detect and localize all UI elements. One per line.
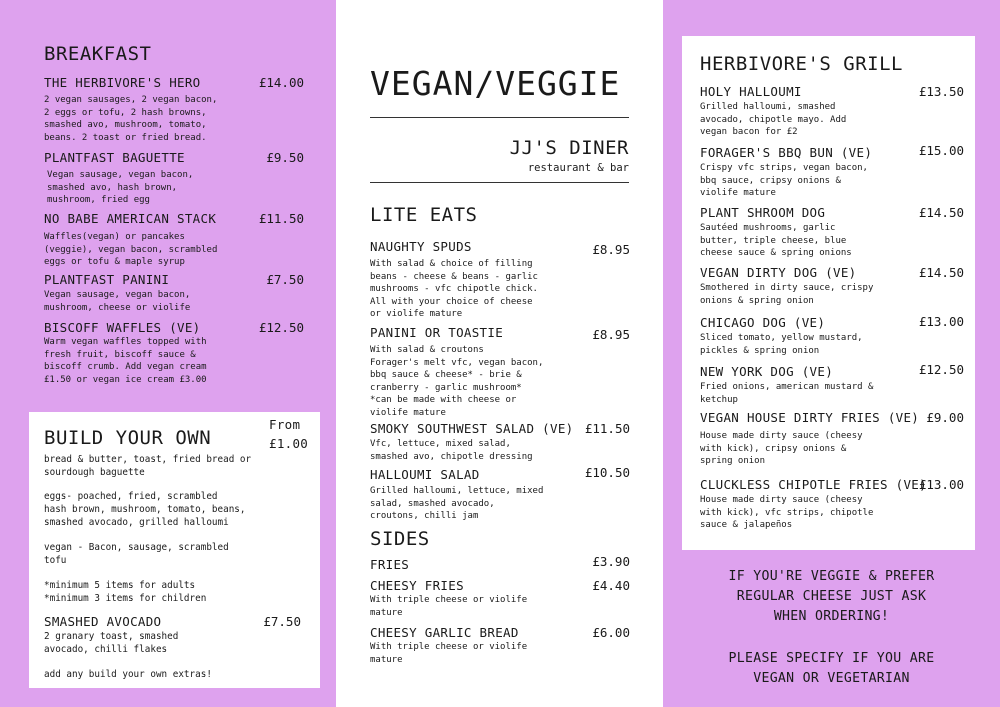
- menu-item-name: SMOKY SOUTHWEST SALAD (VE): [370, 421, 574, 436]
- middle-panel: [336, 0, 663, 707]
- menu-item-name: PLANTFAST PANINI: [44, 272, 170, 287]
- menu-item-price: £3.90: [592, 554, 630, 569]
- breakfast-heading: BREAKFAST: [44, 43, 152, 65]
- menu-item-desc: House made dirty sauce (cheesy with kick), vfc strips, chipotle sauce & jalapeños: [700, 495, 874, 530]
- menu-item-desc: Crispy vfc strips, vegan bacon, bbq sauce, cripsy onions & violife mature: [700, 163, 868, 198]
- restaurant-tagline: restaurant & bar: [527, 162, 629, 174]
- menu-item-price: £7.50: [266, 272, 304, 287]
- menu-item-price: £7.50: [263, 614, 301, 629]
- menu-item-name: SMASHED AVOCADO: [44, 614, 162, 629]
- menu-item-name: PLANT SHROOM DOG: [700, 205, 826, 220]
- menu-item-desc: Grilled halloumi, lettuce, mixed salad, smashed avocado, croutons, chilli jam: [370, 486, 544, 521]
- menu-item-desc: With salad & croutons Forager's melt vfc, vegan bacon, bbq sauce & cheese* - brie & cranberry - garlic mushroom* *can be made with cheese or violife mature: [370, 345, 544, 418]
- menu-item-name: THE HERBIVORE'S HERO: [44, 75, 201, 90]
- menu-item-name: HALLOUMI SALAD: [370, 467, 480, 482]
- menu-item-desc: Sliced tomato, yellow mustard, pickles & spring onion: [700, 333, 863, 356]
- menu-item-name: NAUGHTY SPUDS: [370, 239, 472, 254]
- menu-item-price: £15.00: [918, 143, 964, 158]
- menu-item-price: £14.50: [918, 265, 964, 280]
- menu-item-price: £11.50: [584, 421, 630, 436]
- menu-item-name: CHEESY GARLIC BREAD: [370, 625, 519, 640]
- menu-item-name: VEGAN DIRTY DOG (VE): [700, 265, 857, 280]
- divider: [370, 117, 629, 118]
- build-your-own-box: [29, 412, 320, 688]
- menu-item-desc: Fried onions, american mustard & ketchup: [700, 382, 874, 405]
- grill-box: [682, 36, 975, 550]
- menu-item-name: FORAGER'S BBQ BUN (VE): [700, 145, 873, 160]
- build-footer-note: add any build your own extras!: [44, 669, 212, 680]
- menu-item-price: £13.00: [918, 314, 964, 329]
- menu-item-price: £8.95: [592, 242, 630, 257]
- menu-item-name: HOLY HALLOUMI: [700, 84, 802, 99]
- from-price: £1.00: [269, 436, 309, 451]
- menu-item-desc: With triple cheese or violife mature: [370, 595, 528, 618]
- menu-item-desc: Smothered in dirty sauce, crispy onions & spring onion: [700, 283, 874, 306]
- build-bread-options: bread & butter, toast, fried bread or sourdough baguette: [44, 454, 252, 478]
- menu-item-name: PANINI OR TOASTIE: [370, 325, 504, 340]
- dietary-notice: PLEASE SPECIFY IF YOU ARE VEGAN OR VEGETARIAN: [728, 651, 935, 686]
- page-title: VEGAN/VEGGIE: [370, 64, 621, 103]
- menu-item-price: £10.50: [584, 465, 630, 480]
- menu-item-name: VEGAN HOUSE DIRTY FRIES (VE): [700, 410, 920, 425]
- menu-item-price: £12.50: [258, 320, 304, 335]
- menu-item-price: £14.50: [918, 205, 964, 220]
- divider: [370, 182, 629, 183]
- from-label: From: [269, 417, 301, 432]
- build-egg-options: eggs- poached, fried, scrambled hash brown, mushroom, tomato, beans, smashed avocado, grilled halloumi: [44, 491, 246, 528]
- build-minimum-note: *minimum 5 items for adults *minimum 3 items for children: [44, 580, 207, 604]
- menu-item-desc: Vfc, lettuce, mixed salad, smashed avo, chipotle dressing: [370, 439, 533, 462]
- menu-item-desc: Waffles(vegan) or pancakes (veggie), vegan bacon, scrambled eggs or tofu & maple syrup: [44, 232, 218, 267]
- sides-heading: SIDES: [370, 528, 430, 550]
- build-heading: BUILD YOUR OWN: [44, 427, 212, 449]
- left-panel: [0, 0, 336, 707]
- menu-item-name: CHICAGO DOG (VE): [700, 315, 826, 330]
- menu-item-price: £12.50: [918, 362, 964, 377]
- menu-item-price: £6.00: [592, 625, 630, 640]
- lite-eats-heading: LITE EATS: [370, 204, 478, 226]
- menu-item-desc: Warm vegan waffles topped with fresh fruit, biscoff sauce & biscoff crumb. Add vegan cream £1.50 or vegan ice cream £3.00: [44, 337, 207, 385]
- menu-item-desc: Grilled halloumi, smashed avocado, chipotle mayo. Add vegan bacon for £2: [700, 102, 847, 137]
- menu-item-price: £9.00: [926, 410, 964, 425]
- menu-item-desc: 2 vegan sausages, 2 vegan bacon, 2 eggs or tofu, 2 hash browns, smashed avo, mushroom, tomato, beans. 2 toast or fried bread.: [44, 95, 218, 143]
- menu-item-price: £14.00: [258, 75, 304, 90]
- menu-item-desc: 2 granary toast, smashed avocado, chilli flakes: [44, 631, 179, 655]
- menu-item-price: £8.95: [592, 327, 630, 342]
- menu-item-price: £4.40: [592, 578, 630, 593]
- menu-item-price: £13.50: [918, 84, 964, 99]
- menu-item-name: FRIES: [370, 557, 410, 572]
- build-vegan-options: vegan - Bacon, sausage, scrambled tofu: [44, 542, 229, 566]
- menu-item-desc: With salad & choice of filling beans - cheese & beans - garlic mushrooms - vfc chipotle chick. All with your choice of cheese or violife mature: [370, 259, 538, 319]
- menu-item-name: PLANTFAST BAGUETTE: [44, 150, 185, 165]
- grill-heading: HERBIVORE'S GRILL: [700, 53, 903, 75]
- menu-item-name: CHEESY FRIES: [370, 578, 464, 593]
- cheese-notice: IF YOU'RE VEGGIE & PREFER REGULAR CHEESE JUST ASK WHEN ORDERING!: [728, 569, 935, 624]
- menu-item-desc: Vegan sausage, vegan bacon, smashed avo, hash brown, mushroom, fried egg: [47, 170, 194, 205]
- menu-item-name: NEW YORK DOG (VE): [700, 364, 834, 379]
- restaurant-name: JJ'S DINER: [509, 137, 629, 159]
- menu-item-price: £11.50: [258, 211, 304, 226]
- menu-item-name: NO BABE AMERICAN STACK: [44, 211, 217, 226]
- menu-item-name: BISCOFF WAFFLES (VE): [44, 320, 201, 335]
- menu-item-price: £9.50: [266, 150, 304, 165]
- menu-item-price: £13.00: [918, 477, 964, 492]
- menu-item-desc: Sautéed mushrooms, garlic butter, triple cheese, blue cheese sauce & spring onions: [700, 223, 852, 258]
- right-panel: [663, 0, 1000, 707]
- menu-item-desc: Vegan sausage, vegan bacon, mushroom, cheese or violife: [44, 290, 191, 313]
- menu-item-name: CLUCKLESS CHIPOTLE FRIES (VE): [700, 477, 927, 492]
- menu-item-desc: With triple cheese or violife mature: [370, 642, 528, 665]
- menu-item-desc: House made dirty sauce (cheesy with kick), cripsy onions & spring onion: [700, 431, 863, 466]
